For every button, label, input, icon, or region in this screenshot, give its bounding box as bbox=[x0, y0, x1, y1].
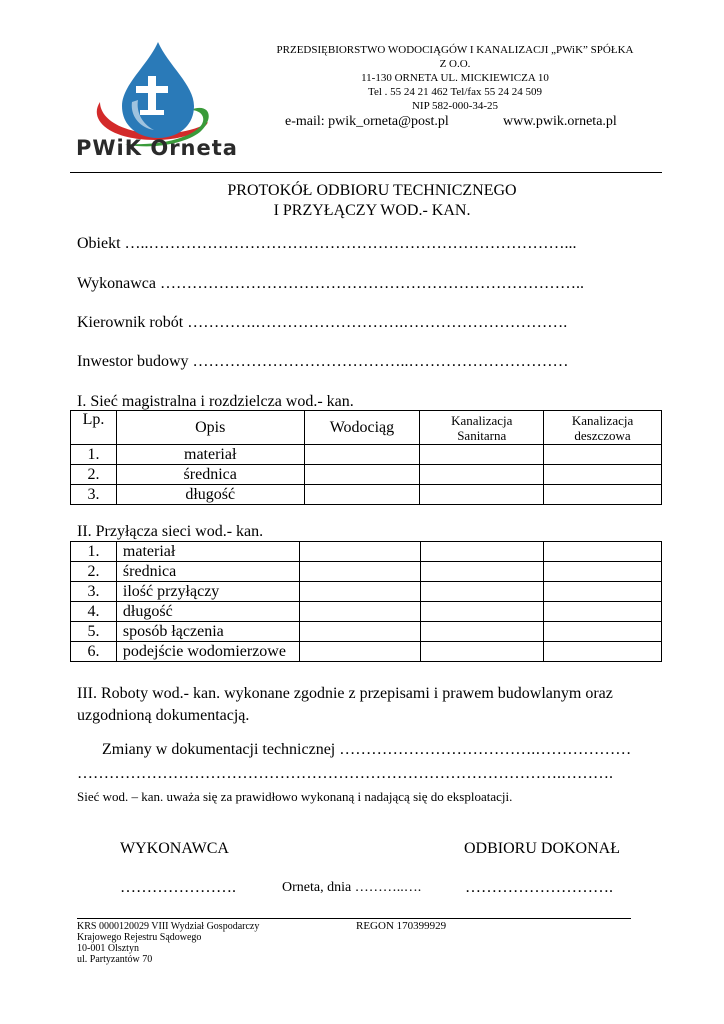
table-row bbox=[71, 622, 662, 642]
signature-odbior-label: ODBIORU DOKONAŁ bbox=[464, 840, 620, 857]
footer-regon: REGON 170399929 bbox=[356, 920, 447, 932]
cell-col4[interactable] bbox=[420, 622, 544, 642]
field-kierownik: Kierownik robót ………….……………………….…………………………. bbox=[77, 314, 568, 331]
header-kanalizacja-deszczowa bbox=[544, 411, 662, 445]
header-wodociag: Wodociąg bbox=[304, 411, 420, 445]
company-logo bbox=[70, 40, 245, 165]
header-kanalizacja-sanitarna bbox=[420, 411, 544, 445]
cell-kan-deszczowa[interactable] bbox=[544, 465, 662, 485]
section1-table bbox=[70, 410, 662, 505]
table-row bbox=[71, 602, 662, 622]
cell-col5[interactable] bbox=[544, 602, 662, 622]
company-name: PRZEDSIĘBIORSTWO WODOCIĄGÓW I KANALIZACJI „PWiK” SPÓŁKA bbox=[276, 44, 634, 56]
cell-wodociag[interactable] bbox=[304, 485, 420, 505]
cell-col3[interactable] bbox=[299, 622, 420, 642]
signature-right-line: ………………………. bbox=[465, 879, 613, 896]
cell-col5[interactable] bbox=[544, 562, 662, 582]
cell-col3[interactable] bbox=[299, 582, 420, 602]
header-kan-desz-line1: Kanalizacja bbox=[571, 412, 634, 428]
document-subtitle: I PRZYŁĄCZY WOD.- KAN. bbox=[273, 202, 471, 219]
cell-col3[interactable] bbox=[299, 542, 420, 562]
footer-krs-line2: Krajowego Rejestru Sądowego bbox=[77, 932, 202, 943]
row-opis: długość bbox=[116, 602, 299, 622]
cell-col5[interactable] bbox=[544, 642, 662, 662]
cell-wodociag[interactable] bbox=[304, 445, 420, 465]
table-header-row bbox=[71, 411, 662, 445]
cell-col4[interactable] bbox=[420, 542, 544, 562]
cell-kan-sanitarna[interactable] bbox=[420, 445, 544, 465]
header-kan-san-line1: Kanalizacja bbox=[451, 412, 513, 428]
cell-kan-sanitarna[interactable] bbox=[420, 485, 544, 505]
row-lp: 1. bbox=[71, 542, 117, 562]
field-inwestor: Inwestor budowy …………………………………..………………………… bbox=[77, 353, 569, 370]
logo-text: PWiK Orneta bbox=[76, 136, 238, 160]
cell-col3[interactable] bbox=[299, 602, 420, 622]
cell-col4[interactable] bbox=[420, 582, 544, 602]
cell-col4[interactable] bbox=[420, 642, 544, 662]
section2-table bbox=[70, 541, 662, 662]
table-row bbox=[71, 642, 662, 662]
cell-col3[interactable] bbox=[299, 642, 420, 662]
cell-kan-deszczowa[interactable] bbox=[544, 445, 662, 465]
cell-col4[interactable] bbox=[420, 602, 544, 622]
row-lp: 1. bbox=[71, 445, 117, 465]
company-email: e-mail: pwik_orneta@post.pl bbox=[285, 114, 449, 129]
row-opis: średnica bbox=[116, 562, 299, 582]
row-opis: sposób łączenia bbox=[116, 622, 299, 642]
acceptance-note: Sieć wod. – kan. uważa się za prawidłowo wykonaną i nadającą się do eksploatacji. bbox=[77, 789, 513, 804]
header-opis: Opis bbox=[116, 411, 304, 445]
section3-text-line2: uzgodnioną dokumentacją. bbox=[77, 707, 250, 724]
footer-divider bbox=[77, 918, 631, 919]
row-lp: 6. bbox=[71, 642, 117, 662]
table-row bbox=[71, 542, 662, 562]
header-kan-desz-line2: deszczowa bbox=[574, 427, 631, 443]
document-title: PROTOKÓŁ ODBIORU TECHNICZNEGO bbox=[227, 182, 517, 199]
company-nip: NIP 582-000-34-25 bbox=[411, 100, 499, 112]
row-opis: podejście wodomierzowe bbox=[116, 642, 299, 662]
field-wykonawca: Wykonawca …………………………………………………………………….. bbox=[77, 275, 584, 292]
table-row bbox=[71, 465, 662, 485]
field-obiekt: Obiekt …..……………………………………………………………………... bbox=[77, 235, 577, 252]
table-row bbox=[71, 562, 662, 582]
row-opis: długość bbox=[116, 485, 304, 505]
header-divider bbox=[70, 172, 662, 173]
table-row bbox=[71, 445, 662, 465]
cell-col5[interactable] bbox=[544, 582, 662, 602]
company-address: 11-130 ORNETA UL. MICKIEWICZA 10 bbox=[361, 72, 549, 84]
company-website: www.pwik.orneta.pl bbox=[503, 114, 617, 129]
cell-col3[interactable] bbox=[299, 562, 420, 582]
row-opis: ilość przyłączy bbox=[116, 582, 299, 602]
cell-col5[interactable] bbox=[544, 542, 662, 562]
company-form: Z O.O. bbox=[439, 58, 471, 70]
section1-heading: I. Sieć magistralna i rozdzielcza wod.- kan. bbox=[77, 393, 354, 410]
zmiany-field-continued: ……………………………………………………………………………….………. bbox=[77, 765, 613, 782]
company-phone: Tel . 55 24 21 462 Tel/fax 55 24 24 509 bbox=[368, 86, 542, 98]
row-lp: 2. bbox=[71, 562, 117, 582]
signature-wykonawca-label: WYKONAWCA bbox=[120, 840, 229, 857]
zmiany-field: Zmiany w dokumentacji technicznej ……………………………….……………… bbox=[102, 741, 632, 758]
table-row bbox=[71, 582, 662, 602]
section2-heading: II. Przyłącza sieci wod.- kan. bbox=[77, 523, 264, 540]
row-opis: średnica bbox=[116, 465, 304, 485]
footer-krs-line1: KRS 0000120029 VIII Wydział Gospodarczy bbox=[77, 921, 260, 932]
row-lp: 2. bbox=[71, 465, 117, 485]
header-lp: Lp. bbox=[71, 411, 117, 445]
signature-left-line: …………………. bbox=[120, 879, 236, 896]
section3-text-line1: III. Roboty wod.- kan. wykonane zgodnie z przepisami i prawem budowlanym oraz bbox=[77, 685, 613, 702]
row-lp: 4. bbox=[71, 602, 117, 622]
footer-krs-line4: ul. Partyzantów 70 bbox=[77, 954, 153, 965]
row-opis: materiał bbox=[116, 445, 304, 465]
row-lp: 3. bbox=[71, 485, 117, 505]
cell-kan-sanitarna[interactable] bbox=[420, 465, 544, 485]
row-lp: 3. bbox=[71, 582, 117, 602]
date-field: Orneta, dnia ………..…. bbox=[282, 880, 422, 895]
row-opis: materiał bbox=[116, 542, 299, 562]
cell-wodociag[interactable] bbox=[304, 465, 420, 485]
cell-col5[interactable] bbox=[544, 622, 662, 642]
row-lp: 5. bbox=[71, 622, 117, 642]
cell-kan-deszczowa[interactable] bbox=[544, 485, 662, 505]
footer-krs-line3: 10-001 Olsztyn bbox=[77, 943, 139, 954]
table-row bbox=[71, 485, 662, 505]
cell-col4[interactable] bbox=[420, 562, 544, 582]
header-kan-san-line2: Sanitarna bbox=[457, 427, 507, 443]
